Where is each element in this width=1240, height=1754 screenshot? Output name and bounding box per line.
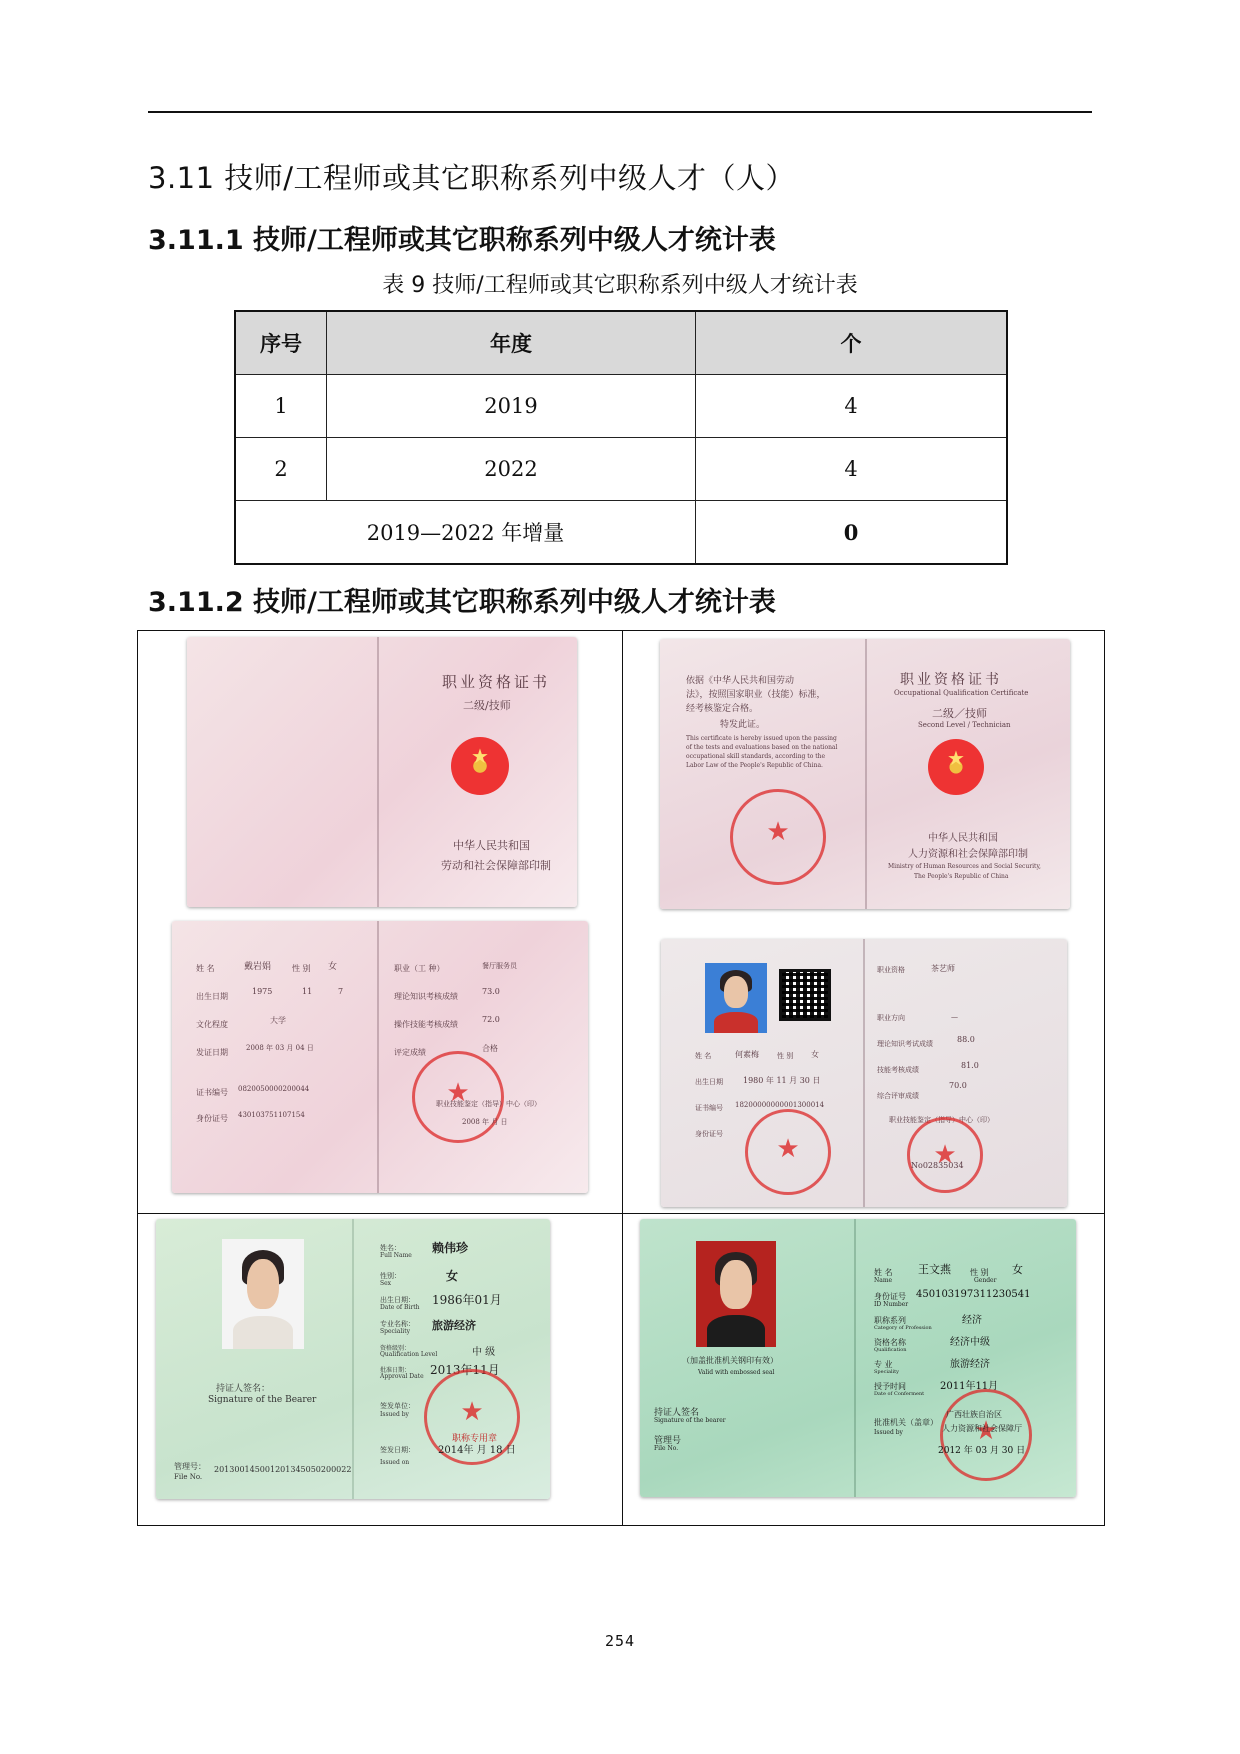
certificate-image-4 — [661, 939, 1067, 1207]
subsection-heading-certificates: 3.11.2 技师/工程师或其它职称系列中级人才统计表 — [148, 587, 776, 618]
field-label: File No. — [654, 1445, 679, 1452]
field-value: 2012 年 03 月 30 日 — [938, 1446, 1026, 1456]
field-label: Valid with embossed seal — [698, 1369, 775, 1376]
field-value: 81.0 — [961, 1061, 979, 1070]
national-emblem-icon — [451, 737, 509, 795]
field-label: Qualification Level — [380, 1351, 438, 1358]
table-total-row — [235, 501, 1007, 565]
field-label: Category of Profession — [874, 1325, 932, 1331]
field-label: 综合评审成绩 — [877, 1092, 919, 1100]
field-label: 出生日期 — [695, 1078, 723, 1086]
field-value: 茶艺师 — [931, 964, 955, 973]
section-heading: 3.11 技师/工程师或其它职称系列中级人才（人） — [148, 161, 796, 195]
field-value: 戴岩娟 — [244, 962, 272, 972]
field-label: 职业技能鉴定（指导）中心（印） — [436, 1100, 541, 1108]
grid-divider — [622, 631, 623, 1525]
field-value: 70.0 — [949, 1081, 967, 1090]
field-value: 450103197311230541 — [916, 1289, 1031, 1300]
field-value: 广西壮族自治区 — [946, 1410, 1002, 1419]
cert-level-en: Second Level / Technician — [918, 721, 1011, 729]
field-value: 430103751107154 — [238, 1111, 305, 1119]
field-label: 操作技能考核成绩 — [394, 1020, 458, 1029]
table-row — [235, 375, 1007, 438]
field-label: 性 别 — [292, 964, 311, 973]
field-value: 合格 — [482, 1044, 498, 1053]
field-label: File No. — [174, 1473, 203, 1481]
field-label: 职称系列 — [874, 1316, 906, 1325]
field-value: 1975 — [252, 987, 273, 996]
cert-issuer-en: The People's Republic of China — [914, 873, 1009, 880]
field-label: 职业技能鉴定（指导）中心（印） — [889, 1116, 994, 1124]
field-label: 管理号 — [654, 1436, 682, 1446]
field-label: 姓 名 — [196, 964, 215, 973]
field-value: 88.0 — [957, 1035, 975, 1044]
field-label: 管理号： — [174, 1462, 206, 1471]
field-value: 1980 年 11 月 30 日 — [743, 1076, 821, 1085]
field-label: 批准机关（盖章） — [874, 1418, 938, 1427]
field-label: 身份证号 — [874, 1292, 906, 1301]
field-label: 姓名： — [380, 1244, 401, 1252]
field-label: 出生日期 — [196, 992, 228, 1001]
field-value: 1986年01月 — [432, 1293, 502, 1307]
official-seal-icon — [745, 1109, 831, 1195]
field-value: 餐厅服务员 — [482, 962, 517, 970]
column-header: 个 — [696, 311, 1008, 375]
field-label: 职业方向 — [877, 1014, 905, 1022]
field-label: 签发单位： — [380, 1402, 415, 1410]
field-label: Speciality — [874, 1369, 899, 1375]
field-label: Speciality — [380, 1328, 410, 1335]
field-label: 姓 名 — [874, 1268, 893, 1277]
field-label: 持证人签名： — [216, 1384, 271, 1394]
grid-divider — [138, 1213, 1104, 1214]
field-value: 201300145001201345050200022 — [214, 1465, 352, 1474]
official-seal-icon — [412, 1051, 504, 1143]
field-label: Gender — [974, 1277, 997, 1284]
cert-title: 职业资格证书 — [442, 673, 551, 691]
field-value: 人力资源和社会保障厅 — [942, 1424, 1022, 1433]
field-value: 0820050000200044 — [238, 1085, 310, 1093]
field-value: 72.0 — [482, 1015, 500, 1024]
column-header: 年度 — [327, 311, 696, 375]
field-label: 性 别 — [777, 1052, 794, 1060]
field-label: 批准日期： — [380, 1367, 411, 1374]
field-value: 女 — [328, 962, 338, 972]
header-rule — [148, 111, 1092, 113]
certificate-serial: No02835034 — [911, 1161, 964, 1170]
field-value: 中 级 — [472, 1347, 496, 1358]
cert-text: 特发此证。 — [720, 720, 766, 730]
field-label: （加盖批准机关钢印有效） — [682, 1356, 778, 1365]
field-value: 11 — [302, 987, 313, 996]
holder-photo — [696, 1241, 776, 1347]
field-label: Signature of the bearer — [654, 1417, 726, 1424]
field-label: 性 别 — [970, 1268, 989, 1277]
field-label: 专 业 — [874, 1360, 893, 1369]
field-value: 大学 — [270, 1016, 286, 1025]
cert-text: Labor Law of the People's Republic of China. — [686, 762, 823, 769]
field-value: 赖伟珍 — [432, 1241, 469, 1255]
stats-table — [234, 310, 1008, 565]
field-value: 7 — [338, 987, 344, 996]
qr-code-icon — [779, 969, 831, 1021]
field-value: 王文燕 — [918, 1263, 951, 1276]
cert-text: of the tests and evaluations based on the national — [686, 744, 838, 751]
holder-photo — [222, 1239, 304, 1349]
table-caption: 表 9 技师/工程师或其它职称系列中级人才统计表 — [382, 273, 858, 298]
certificate-image-3 — [172, 921, 588, 1193]
field-label: 证书编号 — [196, 1088, 228, 1097]
field-label: 持证人签名 — [654, 1408, 700, 1418]
field-label: 身份证号 — [695, 1130, 723, 1138]
field-label: Name — [874, 1277, 893, 1284]
field-label: 身份证号 — [196, 1114, 228, 1123]
field-label: Full Name — [380, 1252, 412, 1259]
cert-title: 职业资格证书 — [900, 672, 1002, 688]
page-number: 254 — [604, 1632, 636, 1650]
cert-level: 二级/技师 — [463, 699, 511, 712]
table-cell: 1 — [235, 375, 327, 438]
table-cell: 2 — [235, 438, 327, 501]
field-value: 旅游经济 — [950, 1359, 990, 1370]
field-value: 2014年 月 18 日 — [438, 1445, 516, 1456]
certificate-image-1 — [187, 637, 577, 907]
cert-title-en: Occupational Qualification Certificate — [894, 689, 1029, 697]
cert-text: 依据《中华人民共和国劳动 — [686, 676, 795, 686]
column-header: 序号 — [235, 311, 327, 375]
field-label: 专业名称： — [380, 1320, 415, 1328]
field-label: Signature of the Bearer — [208, 1395, 317, 1405]
field-label: 职业（工 种） — [394, 964, 445, 973]
official-seal-icon — [940, 1389, 1032, 1481]
field-label: 姓 名 — [695, 1052, 712, 1060]
field-label: Date of Conferment — [874, 1391, 925, 1397]
official-seal-icon — [730, 789, 826, 885]
field-label: ID Number — [874, 1301, 909, 1308]
table-cell: 2019 — [327, 375, 696, 438]
cert-issuer-en: Ministry of Human Resources and Social Security, — [888, 863, 1041, 870]
field-value: 女 — [446, 1269, 459, 1283]
field-value: 2013年11月 — [430, 1363, 500, 1377]
field-label: 资格名称 — [874, 1338, 906, 1347]
seal-text: 职称专用章 — [452, 1434, 498, 1444]
field-label: Sex — [380, 1280, 392, 1287]
cert-text: 经考核鉴定合格。 — [686, 704, 759, 714]
field-label: Date of Birth — [380, 1304, 420, 1311]
certificate-image-6 — [640, 1219, 1076, 1497]
field-value: 73.0 — [482, 987, 500, 996]
field-value: 女 — [811, 1050, 819, 1059]
field-value: 2008 年 03 月 04 日 — [246, 1044, 314, 1052]
certificate-image-5 — [156, 1219, 550, 1499]
field-value: 18200000000001300014 — [735, 1101, 825, 1109]
field-label: 职业资格 — [877, 966, 905, 974]
official-seal-icon — [907, 1117, 983, 1193]
field-value: 经济中级 — [950, 1337, 990, 1348]
field-label: 证书编号 — [695, 1104, 723, 1112]
field-label: Issued by — [874, 1429, 903, 1436]
field-value: 2011年11月 — [940, 1381, 999, 1392]
certificate-image-2 — [660, 639, 1070, 909]
total-value: 0 — [696, 501, 1008, 565]
field-value: 经济 — [962, 1315, 982, 1326]
field-label: Issued on — [380, 1459, 410, 1466]
field-label: 评定成绩 — [394, 1048, 426, 1057]
table-cell: 2022 — [327, 438, 696, 501]
cert-level: 二级／技师 — [932, 707, 987, 720]
cert-text: This certificate is hereby issued upon the passing — [686, 735, 837, 742]
field-value: — — [951, 1013, 958, 1021]
table-header-row — [235, 311, 1007, 375]
certificate-grid — [137, 630, 1105, 1526]
field-label: 技能考核成绩 — [877, 1066, 919, 1074]
field-label: 签发日期： — [380, 1446, 415, 1454]
holder-photo — [705, 963, 767, 1033]
total-label: 2019—2022 年增量 — [235, 501, 696, 565]
cert-issuer: 劳动和社会保障部印制 — [441, 859, 551, 872]
cert-issuer: 人力资源和社会保障部印制 — [908, 849, 1028, 860]
table-row — [235, 438, 1007, 501]
field-label: 理论知识考试成绩 — [877, 1040, 933, 1048]
field-label: Qualification — [874, 1347, 907, 1353]
field-label: 性别： — [380, 1272, 401, 1280]
field-label: Issued by — [380, 1411, 409, 1418]
cert-text: occupational skill standards, according to the — [686, 753, 826, 760]
field-label: 文化程度 — [196, 1020, 228, 1029]
national-emblem-icon — [928, 739, 984, 795]
field-label: 资格级别： — [380, 1345, 411, 1352]
table-cell: 4 — [696, 438, 1008, 501]
cert-issuer: 中华人民共和国 — [928, 833, 998, 844]
field-label: 授予时间 — [874, 1382, 906, 1391]
field-value: 女 — [1012, 1263, 1023, 1276]
field-label: 理论知识考核成绩 — [394, 992, 458, 1001]
table-cell: 4 — [696, 375, 1008, 438]
cert-issuer: 中华人民共和国 — [453, 839, 530, 852]
field-value: 旅游经济 — [432, 1319, 476, 1332]
field-label: 发证日期 — [196, 1048, 228, 1057]
cert-text: 法》，按照国家职业（技能）标准， — [686, 690, 826, 700]
field-value: 何素梅 — [735, 1050, 759, 1059]
field-value: 2008 年 月 日 — [462, 1118, 508, 1126]
field-label: 出生日期： — [380, 1296, 415, 1304]
subsection-heading-table: 3.11.1 技师/工程师或其它职称系列中级人才统计表 — [148, 225, 776, 256]
field-label: Approval Date — [380, 1373, 424, 1380]
